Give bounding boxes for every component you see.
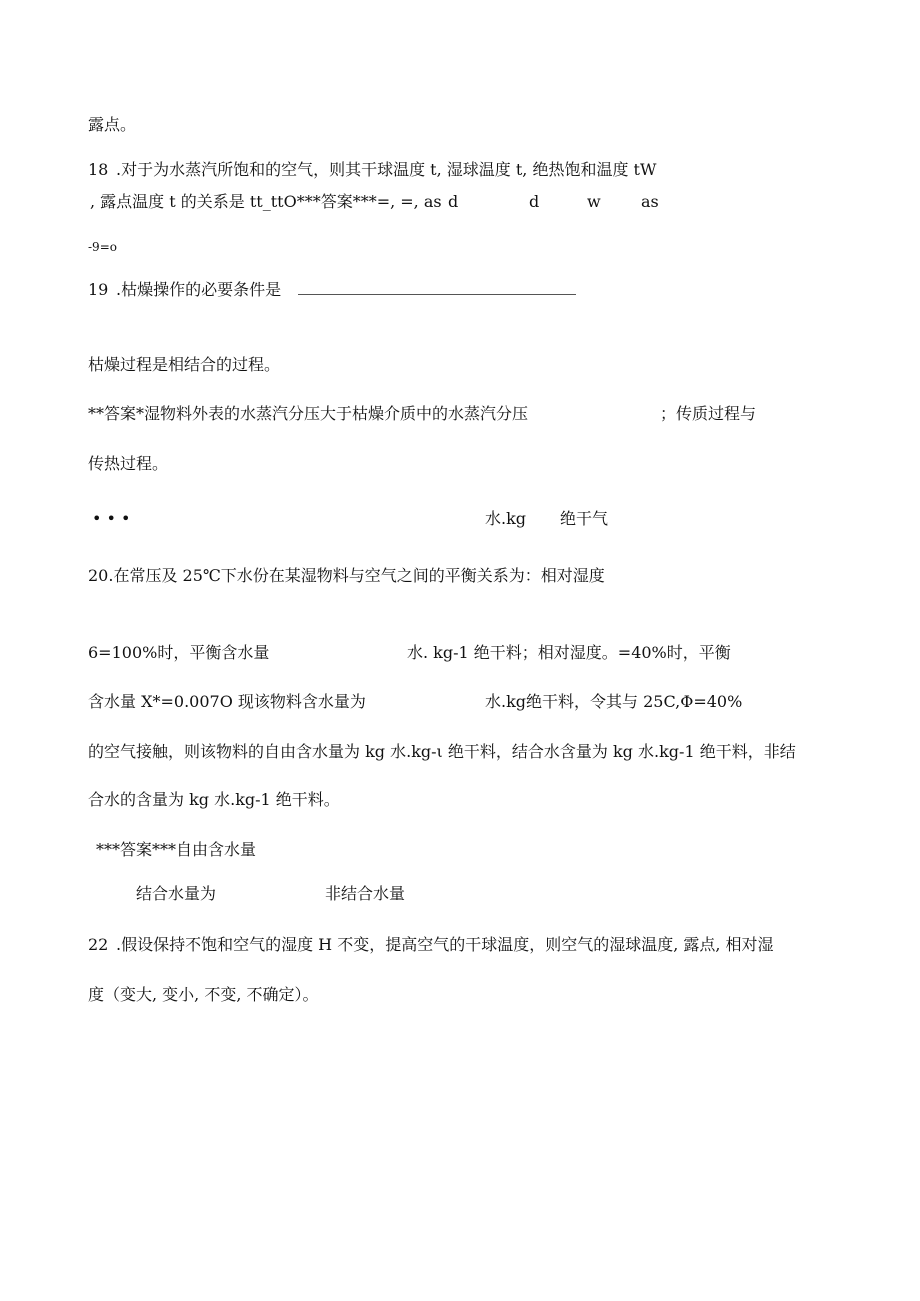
text-line-dew-point: 露点。 bbox=[88, 115, 137, 134]
question-number-19: 19 bbox=[88, 280, 109, 299]
subscript-w: w bbox=[587, 192, 601, 211]
question-22-options: 度（变大, 变小, 不变, 不确定）。 bbox=[88, 985, 319, 1004]
question-number-18: 18 bbox=[88, 160, 109, 179]
unit-dry-gas: 绝干气 bbox=[560, 509, 609, 528]
question-19-continuation: 枯燥过程是相结合的过程。 bbox=[88, 355, 281, 374]
answer-19-heat-transfer: 传热过程。 bbox=[88, 454, 169, 473]
garbled-fragment: -9=o bbox=[88, 240, 117, 254]
answer-20-unbound-water: 非结合水量 bbox=[325, 884, 406, 903]
answer-20-header: ***答案***自由含水量 bbox=[96, 840, 257, 859]
question-18-relation: , 露点温度 t 的关系是 tt_ttO***答案***=, =, as bbox=[90, 192, 442, 211]
subscript-as: as bbox=[641, 192, 659, 211]
question-22-text: .假设保持不饱和空气的湿度 H 不变，提高空气的干球温度，则空气的湿球温度, 露点, 相对湿 bbox=[116, 935, 774, 954]
question-20-line-2b: 水. kg-1 绝干料；相对湿度。=40%时，平衡 bbox=[407, 643, 731, 662]
question-20-line-2: 6=100%时，平衡含水量 bbox=[88, 643, 270, 662]
answer-19-text: **答案*湿物料外表的水蒸汽分压大于枯燥介质中的水蒸汽分压 bbox=[88, 404, 529, 423]
answer-19-mass-transfer: ；传质过程与 bbox=[660, 404, 757, 423]
answer-blank-line bbox=[298, 294, 576, 295]
answer-20-bound-water: 结合水量为 bbox=[136, 884, 217, 903]
question-20-text: 20.在常压及 25℃下水份在某湿物料与空气之间的平衡关系为：相对湿度 bbox=[88, 566, 605, 585]
ellipsis-dots: • • • bbox=[92, 509, 131, 528]
question-number-22: 22 bbox=[88, 935, 109, 954]
question-20-line-4: 的空气接触，则该物料的自由含水量为 kg 水.kg-ι 绝干料，结合水含量为 kg 水.kg-1 绝干料，非结 bbox=[88, 742, 796, 761]
question-20-line-3: 含水量 X*=0.007O 现该物料含水量为 bbox=[88, 692, 366, 711]
question-20-line-3b: 水.kg绝干料，令其与 25C,Φ=40% bbox=[485, 692, 743, 711]
unit-water-kg: 水.kg bbox=[485, 509, 527, 528]
question-19-text: .枯燥操作的必要条件是 bbox=[116, 280, 282, 299]
question-18-text: .对于为水蒸汽所饱和的空气，则其干球温度 t, 湿球温度 t, 绝热饱和温度 tW bbox=[116, 160, 657, 179]
question-20-line-5: 合水的含量为 kg 水.kg-1 绝干料。 bbox=[88, 790, 340, 809]
subscript-d-2: d bbox=[529, 192, 540, 211]
subscript-d-1: d bbox=[448, 192, 459, 211]
